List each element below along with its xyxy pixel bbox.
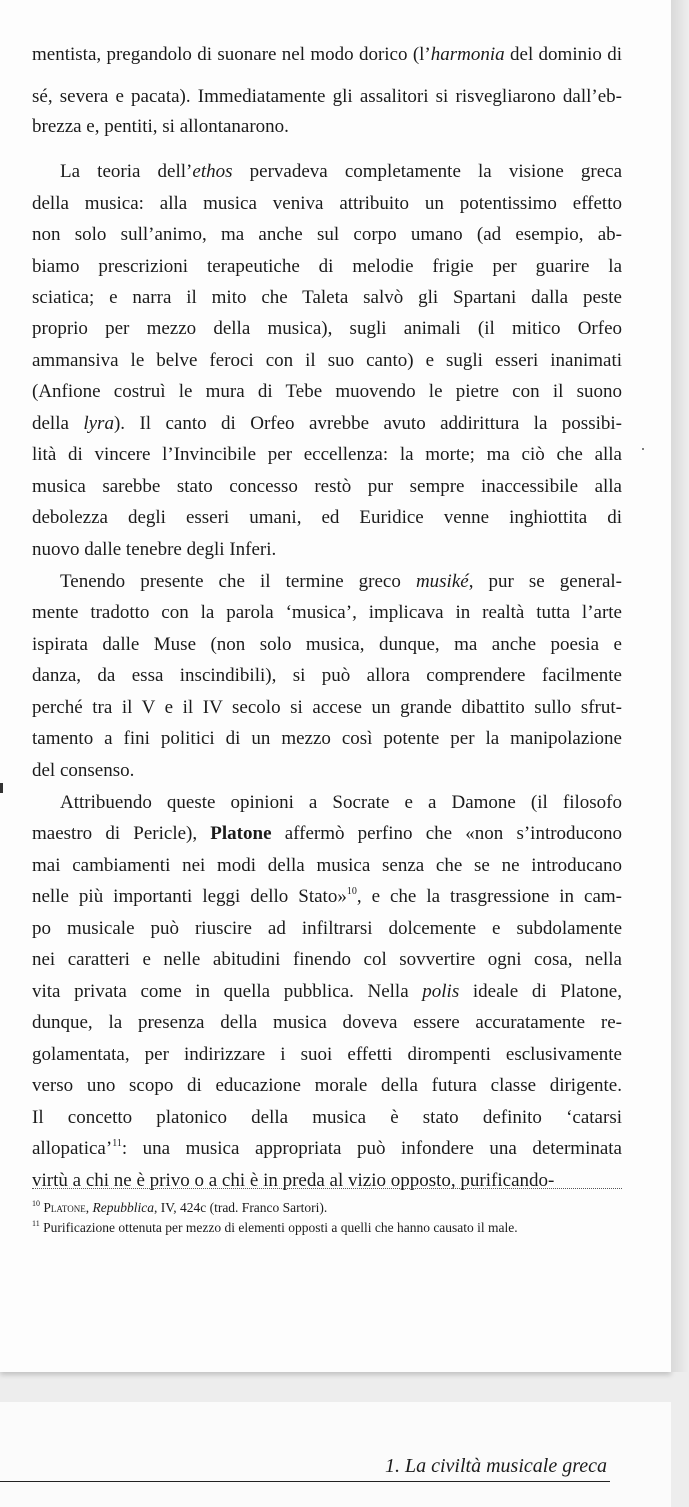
page-edge-shadow bbox=[671, 0, 689, 1372]
footnote-11: $^{11}$ Purificazione ottenuta per mezzo di elementi opposti a quelli che hanno causato il male. bbox=[32, 1219, 518, 1235]
text-line: della lyra). Il canto di Orfeo avrebbe avuto addirittura la possibi- bbox=[32, 413, 622, 434]
text-line: nelle più importanti leggi dello Stato»$^{10}$, e che la trasgressione in cam- bbox=[32, 886, 622, 907]
text-line: mente tradotto con la parola ‘musica’, implicava in realtà tutta l’arte bbox=[32, 602, 622, 623]
text-line: biamo prescrizioni terapeutiche di melodie frigie per guarire la bbox=[32, 256, 622, 277]
footnote-ref-11[interactable]: 11 bbox=[112, 1138, 122, 1149]
text-line: ammansiva le belve feroci con il suo canto) e sugli esseri inanimati bbox=[32, 350, 622, 371]
text-line: ispirata dalle Muse (non solo musica, dunque, ma anche poesia e bbox=[32, 634, 622, 655]
text-line: sé, severa e pacata). Immediatamente gli assalitori si risvegliarono dall’eb- bbox=[32, 86, 622, 107]
text-line: sciatica; e narra il mito che Taleta salvò gli Spartani dalla peste bbox=[32, 287, 622, 308]
paragraph-first-line: Attribuendo queste opinioni a Socrate e a Damone (il filosofo bbox=[60, 792, 622, 813]
text-line: mentista, pregandolo di suonare nel modo dorico (l’harmonia del dominio di bbox=[32, 44, 622, 65]
text-line: brezza e, pentiti, si allontanarono. bbox=[32, 116, 289, 137]
margin-mark bbox=[0, 783, 3, 793]
footnote-separator bbox=[32, 1188, 622, 1189]
text-line: tamento a fini politici di un mezzo così potente per la manipolazione bbox=[32, 728, 622, 749]
footnote-10: $^{10}$ Platone, Repubblica, IV, 424c (trad. Franco Sartori). bbox=[32, 1199, 328, 1215]
text-line: lità di vincere l’Invincibile per eccellenza: la morte; ma ciò che alla bbox=[32, 444, 622, 465]
text-line: del consenso. bbox=[32, 760, 135, 781]
text-line: allopatica’$^{11}$: una musica appropriata può infondere una determinata bbox=[32, 1138, 622, 1159]
text-line: musica sarebbe stato concesso restò pur sempre inaccessibile alla bbox=[32, 476, 622, 497]
running-head-rule bbox=[0, 1481, 610, 1482]
text-line: debolezza degli esseri umani, ed Euridice venne inghiottita di bbox=[32, 507, 622, 528]
running-head: 1. La civiltà musicale greca bbox=[385, 1455, 607, 1477]
text-line: dunque, la presenza della musica doveva essere accuratamente re- bbox=[32, 1012, 622, 1033]
text-line: golamentata, per indirizzare i suoi effetti dirompenti esclusivamente bbox=[32, 1044, 622, 1065]
text-line: proprio per mezzo della musica), sugli animali (il mitico Orfeo bbox=[32, 318, 622, 339]
text-line: Il concetto platonico della musica è stato definito ‘catarsi bbox=[32, 1107, 622, 1128]
text-line: nuovo dalle tenebre degli Inferi. bbox=[32, 539, 277, 560]
text-line: mai cambiamenti nei modi della musica senza che se ne introducano bbox=[32, 855, 622, 876]
text-line: non solo sull’animo, ma anche sul corpo umano (ad esempio, ab- bbox=[32, 224, 622, 245]
paragraph-first-line: Tenendo presente che il termine greco musiké, pur se general- bbox=[60, 571, 623, 592]
text-line: verso uno scopo di educazione morale della futura classe dirigente. bbox=[32, 1075, 622, 1096]
text-line: po musicale può riuscire ad infiltrarsi dolcemente e subdolamente bbox=[32, 918, 622, 939]
footnote-ref-10[interactable]: 10 bbox=[346, 886, 357, 897]
page-speck bbox=[642, 448, 644, 450]
text-line: della musica: alla musica veniva attribuito un potentissimo effetto bbox=[32, 193, 622, 214]
text-line: perché tra il V e il IV secolo si accese un grande dibattito sullo sfrut- bbox=[32, 697, 622, 718]
paragraph-first-line: La teoria dell’ethos pervadeva completamente la visione greca bbox=[60, 161, 623, 182]
text-line: nei caratteri e nelle abitudini finendo col sovvertire ogni cosa, nella bbox=[32, 949, 622, 970]
text-line: vita privata come in quella pubblica. Nella polis ideale di Platone, bbox=[32, 981, 622, 1002]
text-line: virtù a chi ne è privo o a chi è in preda al vizio opposto, purificando- bbox=[32, 1170, 555, 1191]
text-line: (Anfione costruì le mura di Tebe muovendo le pietre con il suono bbox=[32, 381, 622, 402]
text-line: danza, da essa inscindibili), si può allora comprendere facilmente bbox=[32, 665, 622, 686]
text-line: maestro di Pericle), Platone affermò perfino che «non s’introducono bbox=[32, 823, 622, 844]
